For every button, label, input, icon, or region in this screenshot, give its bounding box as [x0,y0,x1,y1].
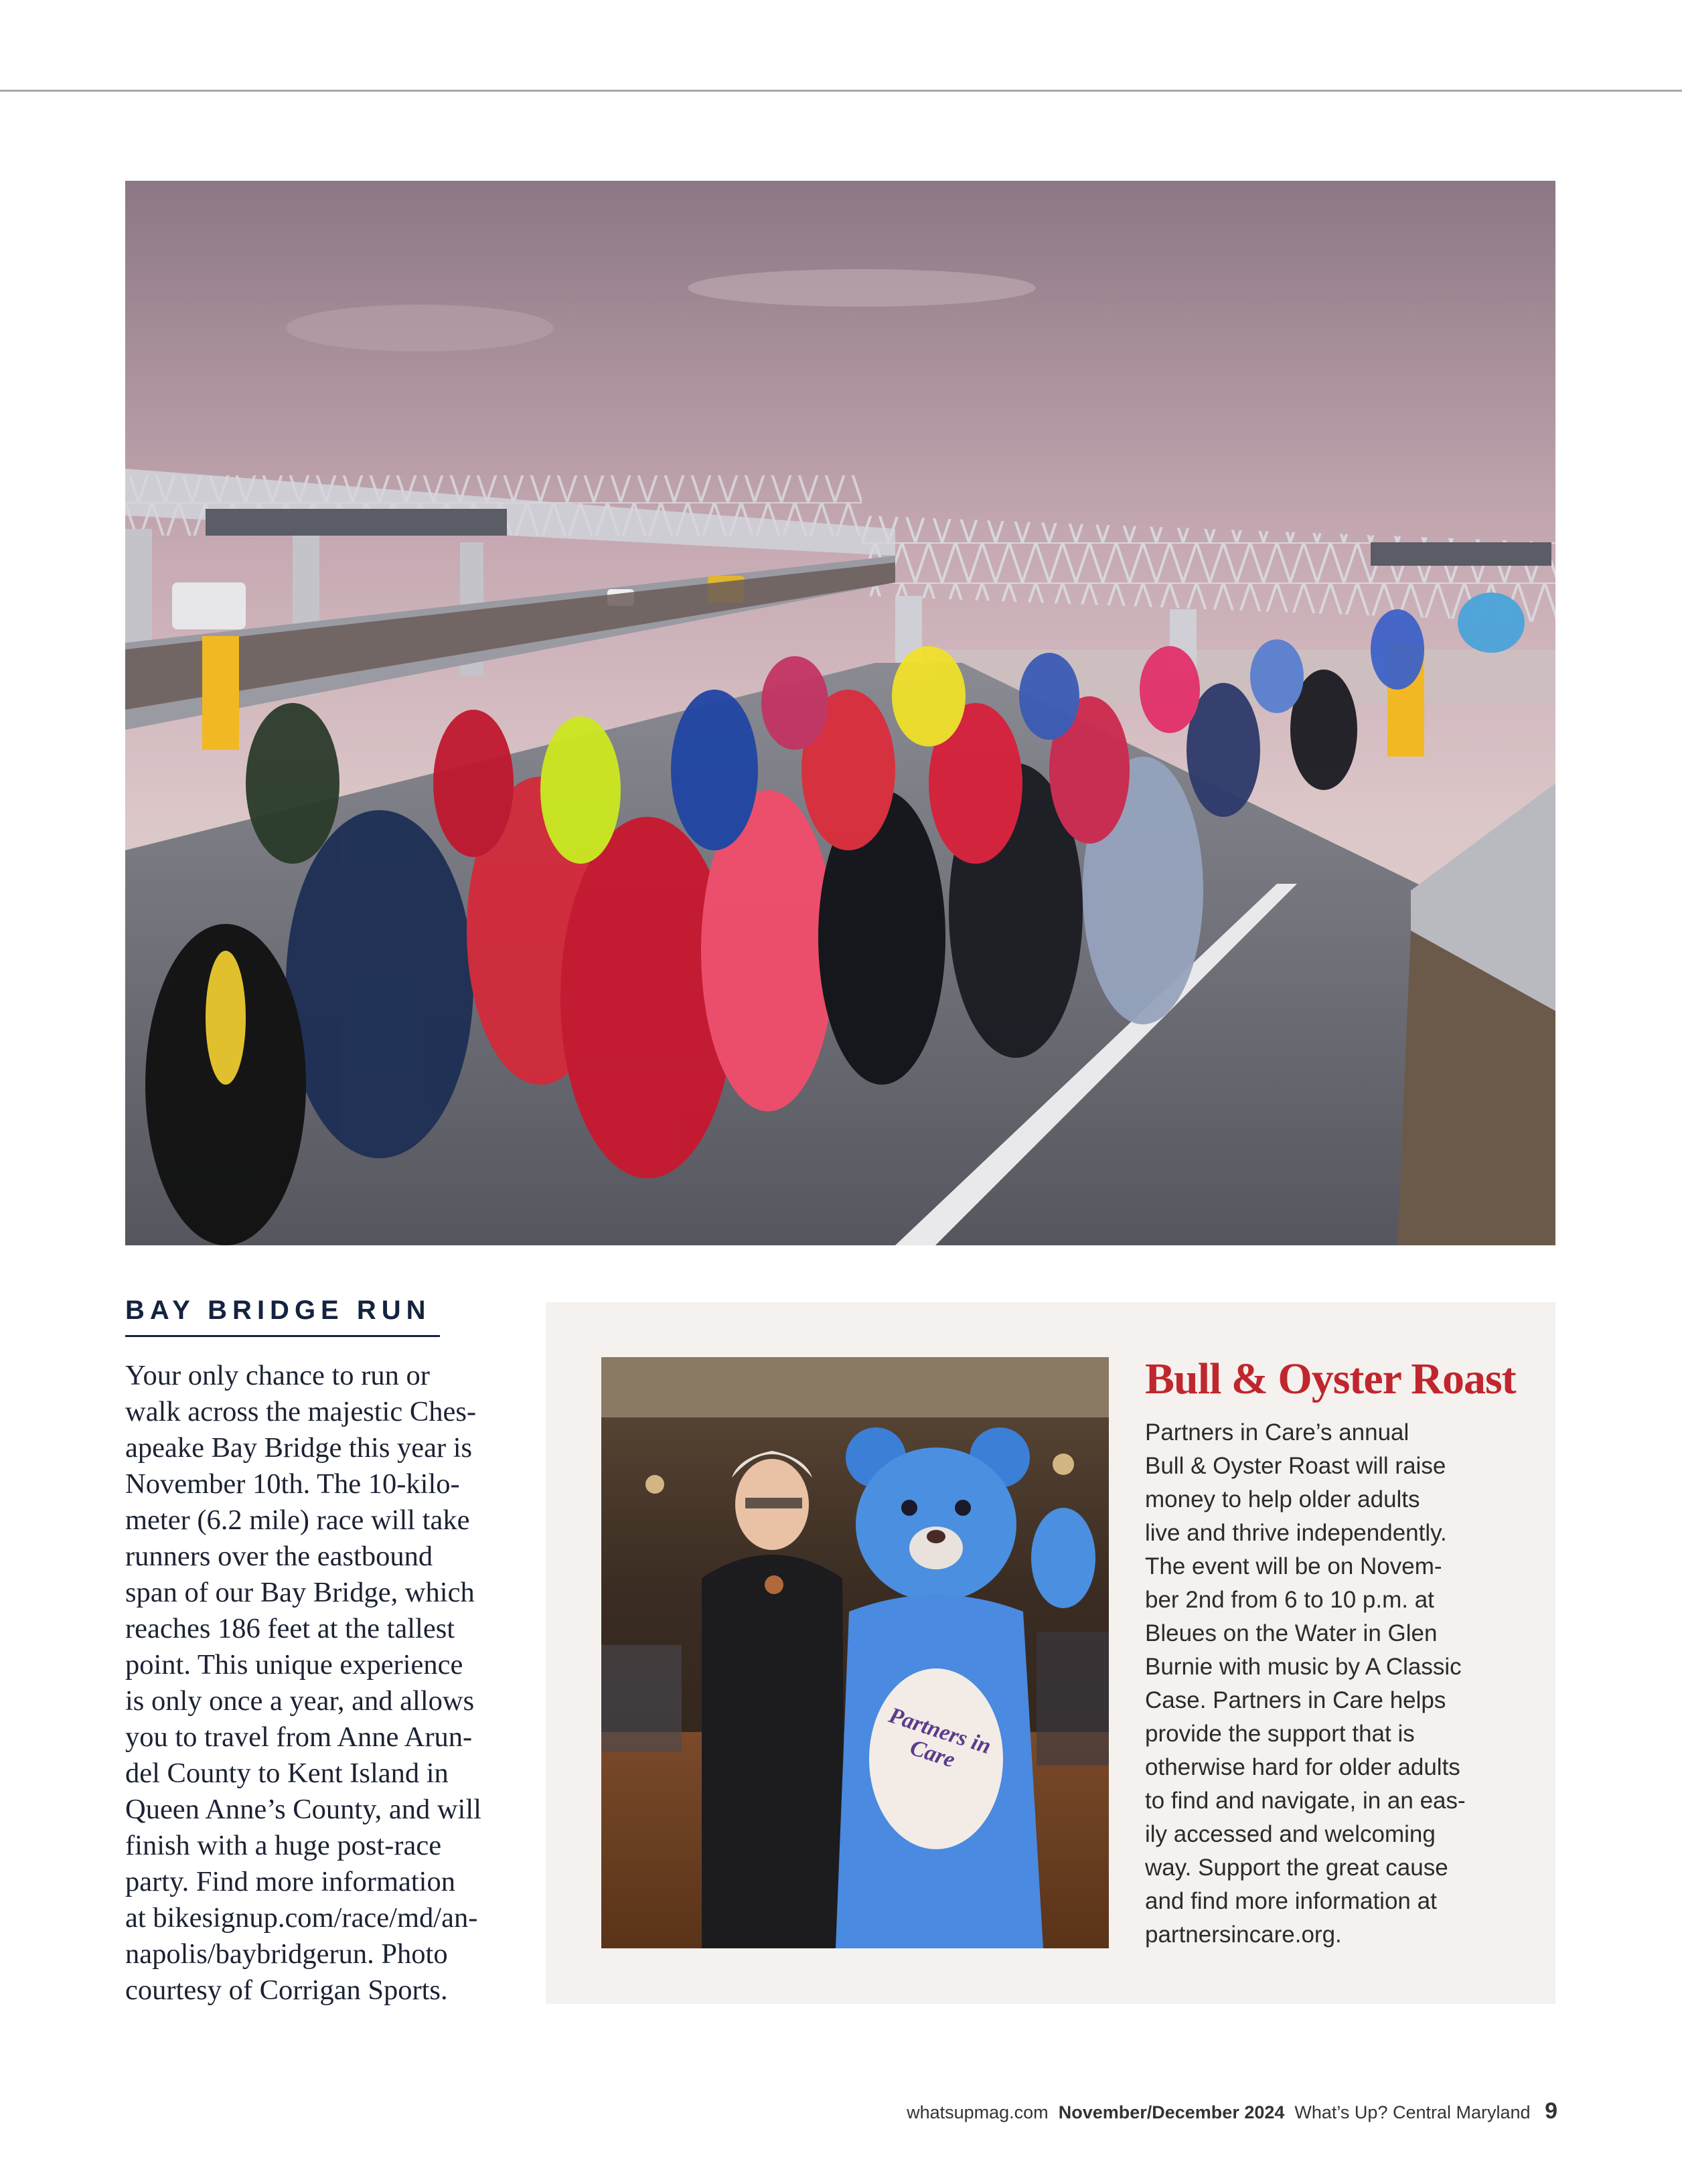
bull-oyster-roast-title: Bull & Oyster Roast [1145,1354,1516,1403]
body-line: November 10th. The 10-kilo- [125,1468,460,1500]
body-line: courtesy of Corrigan Sports. [125,1974,448,2006]
body-line: apeake Bay Bridge this year is [125,1432,473,1464]
bay-bridge-photo [125,181,1555,1245]
body-line: at bikesignup.com/race/md/an- [125,1902,478,1934]
bay-bridge-run-body [125,1358,514,2009]
bull-oyster-roast-body [1145,1416,1540,1952]
page-number: 9 [1545,2098,1557,2124]
body-line: del County to Kent Island in [125,1758,449,1789]
body-line: otherwise hard for older adults [1145,1754,1460,1780]
body-line: Queen Anne’s County, and will [125,1794,481,1825]
body-line: provide the support that is [1145,1721,1415,1747]
bay-bridge-run-heading: BAY BRIDGE RUN [125,1296,440,1337]
body-line: The event will be on Novem- [1145,1553,1442,1579]
footer-site: whatsupmag.com [907,2102,1049,2122]
body-line: napolis/baybridgerun. Photo [125,1938,448,1970]
body-line: way. Support the great cause [1145,1855,1448,1881]
body-line: live and thrive independently. [1145,1520,1447,1546]
top-rule [0,90,1682,92]
body-line: reaches 186 feet at the tallest [125,1613,455,1644]
body-line: Burnie with music by A Classic [1145,1654,1462,1680]
body-line: meter (6.2 mile) race will take [125,1504,470,1536]
page-footer [907,2098,1557,2124]
body-line: finish with a huge post-race [125,1830,442,1861]
body-line: Bleues on the Water in Glen [1145,1620,1438,1646]
body-line: to find and navigate, in an eas- [1145,1788,1466,1814]
body-line: party. Find more information [125,1866,455,1897]
body-line: and find more information at [1145,1888,1437,1914]
body-line: Bull & Oyster Roast will raise [1145,1453,1446,1479]
body-line: span of our Bay Bridge, which [125,1577,475,1608]
bay-bridge-photo-art [125,181,1555,1245]
body-line: runners over the eastbound [125,1541,433,1572]
mascot-logo-text: Partners in Care [885,1703,994,1773]
body-line: Your only chance to run or [125,1360,430,1391]
footer-publication: What’s Up? Central Maryland [1294,2102,1531,2122]
body-line: money to help older adults [1145,1486,1420,1512]
mascot-photo-art [601,1357,1109,1948]
body-line: Case. Partners in Care helps [1145,1687,1446,1713]
mascot-photo [601,1357,1109,1948]
body-line: ily accessed and welcoming [1145,1821,1436,1847]
body-line: ber 2nd from 6 to 10 p.m. at [1145,1587,1434,1613]
bull-oyster-roast-sidebar [546,1302,1555,2004]
body-line: point. This unique experience [125,1649,463,1681]
body-line: partnersincare.org. [1145,1922,1342,1948]
body-line: Partners in Care’s annual [1145,1419,1409,1446]
body-line: is only once a year, and allows [125,1685,475,1717]
body-line: you to travel from Anne Arun- [125,1721,473,1753]
footer-issue: November/December 2024 [1058,2102,1285,2122]
body-line: walk across the majestic Ches- [125,1396,477,1427]
